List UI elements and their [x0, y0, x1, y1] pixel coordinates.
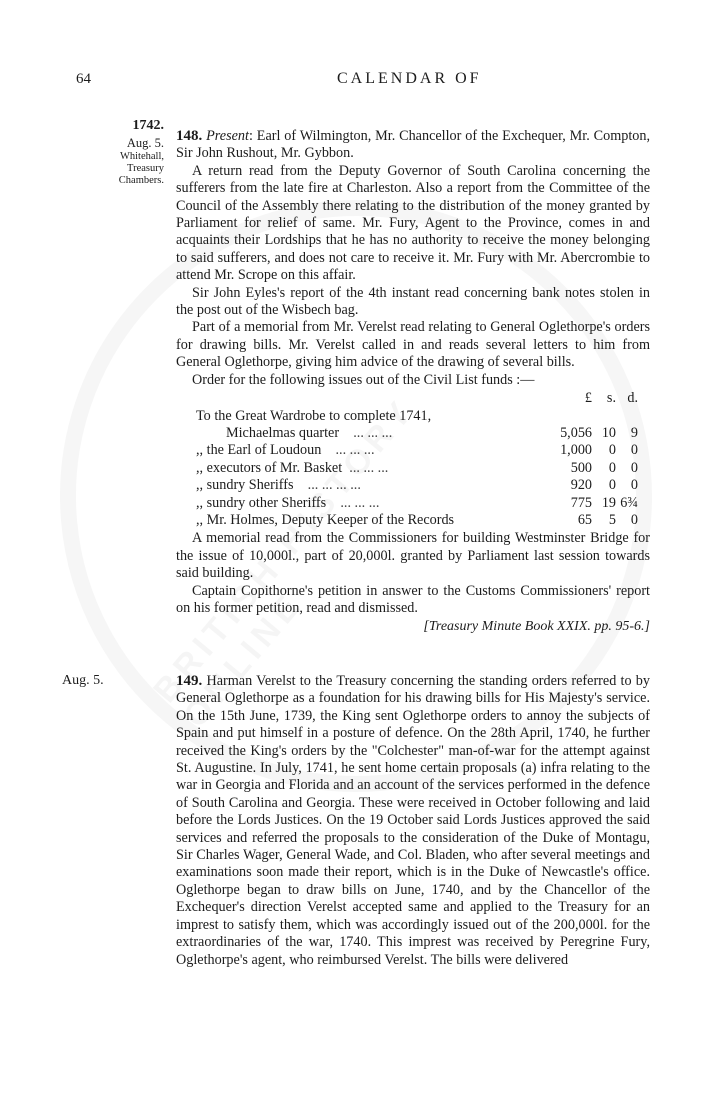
issue-pounds: 5,056	[560, 424, 592, 441]
margin-date: Aug. 5.	[126, 136, 164, 150]
table-row	[176, 425, 650, 442]
issues-table	[176, 390, 650, 529]
table-row	[176, 477, 650, 494]
issue-pence: 6¾	[620, 494, 638, 511]
issue-pounds	[546, 408, 592, 425]
issue-pence	[616, 408, 650, 425]
issues-header-row	[176, 390, 650, 407]
issue-shillings: 0	[608, 477, 616, 494]
issue-pence: 0	[630, 459, 638, 476]
issue-label-cell	[176, 425, 546, 442]
issue-pounds: 500	[570, 459, 592, 476]
issue-pence: 9	[630, 424, 638, 441]
paragraph: Captain Copithorne's petition in answer to the Customs Commissioners' report on his former petition, read and dismissed.	[176, 582, 650, 616]
issue-label-cell	[176, 442, 546, 459]
issue-shillings: 0	[608, 442, 616, 459]
entry-number: 149.	[176, 673, 203, 689]
issue-label-cell	[176, 477, 546, 494]
paragraph: Sir John Eyles's report of the 4th instant read concerning bank notes stolen in the post out of the Wisbech bag.	[176, 284, 650, 319]
running-head: CALENDAR OF	[337, 70, 482, 87]
entry-149	[176, 673, 650, 969]
issue-label: To the Great Wardrobe to complete 1741,	[196, 407, 432, 424]
issue-label: ,, sundry other Sheriffs	[196, 494, 327, 511]
entry-number: 148.	[176, 128, 203, 144]
leader-dots: ... ... ... ...	[307, 477, 361, 494]
issue-label-cell	[176, 495, 546, 512]
page-number: 64	[76, 71, 91, 87]
margin-place-line: Treasury	[127, 163, 164, 174]
table-row	[176, 442, 650, 459]
issue-pounds: 775	[570, 494, 592, 511]
entry-149-paragraph	[176, 673, 650, 969]
issue-label: ,, the Earl of Loudoun	[196, 442, 322, 459]
pounds-header: £	[584, 390, 592, 407]
leader-dots: ... ... ...	[335, 442, 375, 459]
issue-shillings: 0	[608, 459, 616, 476]
table-row	[176, 408, 650, 425]
entry-148	[176, 128, 650, 636]
entry-149-text: Harman Verelst to the Treasury concerning the standing orders referred to by General Oglethorpe as a foundation for his drawing bills for His Majesty's service. On the 15th June, 1739, the King sent Oglethorpe orders to annoy the subjects of Spain and put himself in a posture of defence. On the 28th April, 1740, he further received the King's orders by the "Colchester" man-of-war for the attempt against St. Augustine. In July, 1741, he sent home certain proposals (a) infra relating to the war in Georgia and Florida and an account of the services performed in the defence of South Carolina and Georgia. These were received in October following and laid before the Lords Justices. On the 19 October said Lords Justices approved the said services and referred the proposals to the consideration of the Duke of Montagu, Sir Charles Wager, General Wade, and Col. Bladen, who after several meetings and examinations soon made their report, which is in the Duke of Newcastle's office. Oglethorpe began to draw bills on June, 1740, and by the Chancellor of the Exchequer's direction Verelst accepted same and applied to the Treasury for an imprest to satisfy them, which was accordingly issued out of the 200,000l. for the extraordinaries of the war, 1740. This imprest was received by Peregrine Fury, Oglethorpe's agent, who reimbursed Verelst. The bills were delivered	[176, 673, 650, 968]
issue-label: ,, sundry Sheriffs	[196, 477, 294, 494]
pence-header: d.	[627, 390, 638, 407]
issue-pounds: 920	[570, 477, 592, 494]
table-row	[176, 512, 650, 529]
issue-shillings: 19	[601, 494, 616, 511]
table-row	[176, 495, 650, 512]
present-label: Present	[206, 128, 249, 144]
paragraph: Part of a memorial from Mr. Verelst read relating to General Oglethorpe's orders for drawing bills. Mr. Verelst called in and reads several letters to him from General Oglethorpe, giving him advice of the drawing of several bills.	[176, 319, 650, 371]
issue-pence: 0	[630, 477, 638, 494]
issue-shillings	[592, 408, 616, 425]
issue-label-cell	[176, 460, 546, 477]
issue-label: Michaelmas quarter	[226, 424, 340, 441]
source-reference: [Treasury Minute Book XXIX. pp. 95-6.]	[423, 619, 650, 635]
paragraph: Order for the following issues out of the Civil List funds :—	[192, 371, 535, 388]
issue-pence: 0	[630, 442, 638, 459]
leader-dots: ... ... ...	[340, 494, 380, 511]
table-row	[176, 460, 650, 477]
issue-shillings: 5	[608, 511, 616, 528]
paragraph: A memorial read from the Commissioners for building Westminster Bridge for the issue of 10,000l., part of 20,000l. granted by Parliament last session towards said building.	[176, 530, 650, 582]
issue-label: ,, executors of Mr. Basket	[196, 459, 343, 476]
margin-place-line: Chambers.	[118, 175, 164, 186]
entry-148-present	[176, 128, 650, 163]
leader-dots: ... ... ...	[349, 459, 389, 476]
shillings-header: s.	[606, 390, 616, 407]
present-text: : Earl of Wilmington, Mr. Chancellor of the Exchequer, Mr. Compton, Sir John Rushout, Mr. Gybbon.	[176, 128, 651, 162]
margin-date: Aug. 5.	[62, 673, 104, 688]
issue-pence: 0	[630, 511, 638, 528]
leader-dots: ... ... ...	[353, 424, 393, 441]
margin-year: 1742.	[132, 118, 164, 133]
issue-pounds: 65	[577, 511, 592, 528]
paragraph: A return read from the Deputy Governor of South Carolina concerning the sufferers from the late fire at Charleston. Also a report from the Committee of the Council of the Assembly there relating to the distribution of the money granted by Parliament for relief of same. Mr. Fury, Agent to the Province, comes in and acquaints their Lordships that he has no authority to receive the money belonging to said sufferers, and does not care to receive it. Mr. Fury with Mr. Abercrombie to attend Mr. Scrope on this affair.	[176, 162, 650, 284]
issue-label: ,, Mr. Holmes, Deputy Keeper of the Records	[196, 511, 455, 528]
issue-shillings: 10	[601, 424, 616, 441]
issue-pounds: 1,000	[560, 442, 592, 459]
margin-place-line: Whitehall,	[119, 151, 164, 162]
